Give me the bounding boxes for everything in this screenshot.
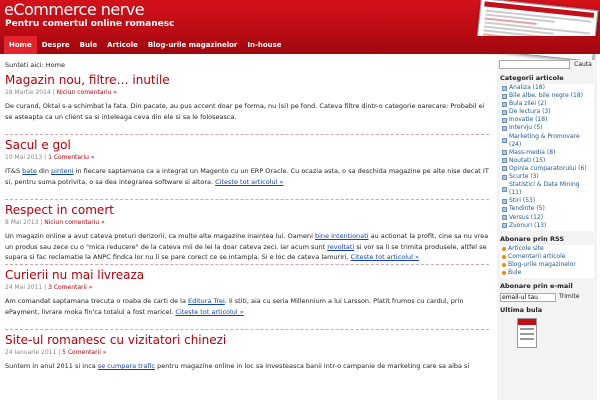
post (5, 70, 489, 135)
last-bubble-title: Ultima bula (500, 306, 543, 315)
nav-blog-urile-magazinelor[interactable]: Blog-urile magazinelor (147, 41, 238, 49)
category-item[interactable]: Inovatie (18) (502, 116, 592, 124)
post-meta: 24 Mai 2011 | 3 Comentarii » (5, 284, 93, 291)
rss-title: Abonare prin RSS (500, 234, 565, 243)
category-item[interactable]: Zvonuri (13) (502, 222, 592, 230)
email-form (497, 291, 597, 302)
categories-title: Categorii articole (500, 74, 564, 82)
rss-icon (502, 263, 506, 267)
read-more-link[interactable]: Citeste tot articolul » (215, 177, 284, 186)
search-form (497, 60, 597, 72)
rss-icon (502, 247, 506, 251)
folder-icon (502, 223, 507, 228)
folder-icon (502, 110, 507, 115)
folder-icon (502, 138, 507, 143)
post-title[interactable]: Respect in comert (5, 203, 114, 217)
folder-icon (502, 118, 507, 123)
post-date: 18 Martie 2014 (5, 89, 51, 96)
category-item[interactable]: Versus (12) (502, 214, 592, 222)
folder-icon (502, 175, 507, 180)
category-item[interactable]: Scurte (3) (502, 173, 592, 181)
post-excerpt: Am comandat saptamana trecuta o roaba de carti de la Editura Trei. Ii stiti, aia cu seria Millennium a lui Larsson. Platit frumos cu cardul, prin ePayment, livrare moka fin'ca totalul a fost maricel. Citeste tot articolul » (5, 297, 464, 316)
category-item[interactable]: Noutati (15) (502, 157, 592, 165)
folder-icon (502, 94, 507, 99)
post-comments-link[interactable]: Niciun comentariu » (56, 89, 118, 96)
post-excerpt: De curand, Oktal s-a schimbat la fata. Din pacate, au pus accent doar pe forma, nu (si) pe fond. Cateva filtre dintr-o categorie oarecare: Probabil ei se asteapta ca un client sa si inteleaga ceva din ele si sa le foloseasca. (5, 102, 485, 121)
post (5, 200, 489, 265)
sidebar (497, 60, 597, 400)
folder-icon (502, 102, 507, 107)
nav-home[interactable]: Home (4, 36, 37, 54)
folder-icon (502, 150, 507, 155)
post-comments-link[interactable]: 3 Comentarii » (48, 284, 93, 291)
site-header (0, 0, 600, 36)
post-comments-link[interactable]: 5 Comentarii » (62, 349, 107, 356)
post (5, 265, 489, 330)
site-title[interactable]: eCommerce nerve (4, 0, 145, 19)
post-meta: 18 Martie 2014 | Niciun comentariu » (5, 89, 118, 96)
post-excerpt: Un magazin online a avut cateva preturi derizorii, ca multe alte magazine inaintea lui. Oameni bine intentionati au actionat la profit, cine sa nu vrea un produs sau zece cu o "mica reducere" de la cateva mii de lei la doar cateva zeci. Iar acum sunt revoltati si vor sa li se trimita produsele, altfel se supara si fac reclamatie la ANPC findca lor nu li se pare corect ce se intampla. Si e loc de cateva lamuriri. Citeste tot articolul » (5, 232, 489, 261)
category-item[interactable]: De lectura (3) (502, 108, 592, 116)
site-tagline: Pentru comertul online romanesc (5, 19, 175, 29)
excerpt-link[interactable]: bate (22, 167, 37, 175)
post-meta: 10 Mai 2013 | 1 Comentariu » (5, 154, 95, 161)
category-item[interactable]: Statistici & Data Mining (11) (502, 181, 592, 197)
folder-icon (502, 158, 507, 163)
post (5, 135, 489, 200)
folder-icon (502, 207, 507, 212)
folder-icon (502, 166, 507, 171)
post-date: 8 Mai 2013 (5, 219, 39, 226)
rss-item[interactable]: Articole site (502, 245, 592, 253)
excerpt-link[interactable]: Editura Trei (188, 297, 225, 305)
rss-item[interactable]: Comentarii articole (502, 253, 592, 261)
category-item[interactable]: Analiza (18) (502, 84, 592, 92)
post-date: 24 Ianuarie 2011 (5, 349, 57, 356)
category-item[interactable]: Bile albe, bile negre (18) (502, 92, 592, 100)
post-meta: 8 Mai 2013 | Niciun comentariu » (5, 219, 105, 226)
post-list (5, 70, 489, 395)
read-more-link[interactable]: Citeste tot articolul » (175, 307, 244, 316)
email-field[interactable] (500, 293, 556, 302)
nav-in-house[interactable]: In-house (247, 41, 282, 49)
folder-icon (502, 126, 507, 131)
excerpt-link[interactable]: bine intentionati (315, 232, 369, 240)
excerpt-link[interactable]: pinteni (51, 167, 74, 175)
folder-icon (502, 187, 507, 192)
post-meta: 24 Ianuarie 2011 | 5 Comentarii » (5, 349, 107, 356)
excerpt-link[interactable]: revoltati (327, 242, 355, 251)
email-submit-button[interactable]: Trimite (559, 293, 580, 301)
rss-icon (502, 255, 506, 259)
post-excerpt: IT&S bate din pinteni in fiecare saptamana ca a integrat un Magento cu un ERP Oracle. Cu ocazia asta, o sa deschida magazine pe alte nise decat IT si, pentru suma potrivita, o sa dea integrarea software si altora. Citeste tot articolul » (5, 167, 489, 186)
post-excerpt: Suntem in anul 2011 si inca se cumpara trafic pentru magazine online in loc sa investeasca banii intr-o campanie de marketing care sa aiba si (5, 362, 470, 370)
rss-item[interactable]: Blog-urile magazinelor (502, 261, 592, 269)
post (5, 330, 489, 395)
folder-icon (502, 86, 507, 91)
email-title: Abonare prin e-mail (500, 282, 573, 291)
post-date: 24 Mai 2011 (5, 284, 43, 291)
post-title[interactable]: Magazin nou, filtre… inutile (5, 73, 170, 87)
last-bubble-image[interactable] (517, 318, 537, 348)
search-button[interactable]: Cauta (572, 60, 594, 69)
rss-icon (502, 271, 506, 275)
post-comments-link[interactable]: 1 Comentariu » (48, 154, 95, 161)
nav-articole[interactable]: Articole (107, 41, 138, 49)
search-input[interactable] (499, 60, 570, 69)
post-title[interactable]: Curierii nu mai livreaza (5, 268, 145, 282)
nav-bule[interactable]: Bule (79, 41, 98, 49)
main-nav (0, 36, 600, 54)
category-item[interactable]: Bula zilei (2) (502, 100, 592, 108)
nav-despre[interactable]: Despre (41, 41, 70, 49)
rss-list (500, 245, 594, 278)
post-comments-link[interactable]: Niciun comentariu » (44, 219, 105, 226)
category-item[interactable]: Marketing & Promovare (24) (502, 133, 592, 149)
rss-item[interactable]: Bule (502, 269, 592, 277)
category-item[interactable]: Opinia cumparatorului (6) (502, 165, 592, 173)
post-title[interactable]: Site-ul romanesc cu vizitatori chinezi (5, 333, 227, 347)
excerpt-link[interactable]: se cumpara trafic (97, 362, 155, 370)
breadcrumb: Sunteti aici: Home (5, 61, 65, 69)
category-item[interactable]: Tendinte (5) (502, 205, 592, 213)
read-more-link[interactable]: Citeste tot articolul » (350, 253, 420, 261)
post-date: 10 Mai 2013 (5, 154, 43, 161)
folder-icon (502, 215, 507, 220)
category-item[interactable]: Intervju (5) (502, 124, 592, 132)
category-item[interactable]: Stiri (53) (502, 197, 592, 205)
categories-list (500, 84, 594, 231)
category-item[interactable]: Mass-media (8) (502, 149, 592, 157)
folder-icon (502, 199, 507, 204)
post-title[interactable]: Sacul e gol (5, 138, 71, 152)
